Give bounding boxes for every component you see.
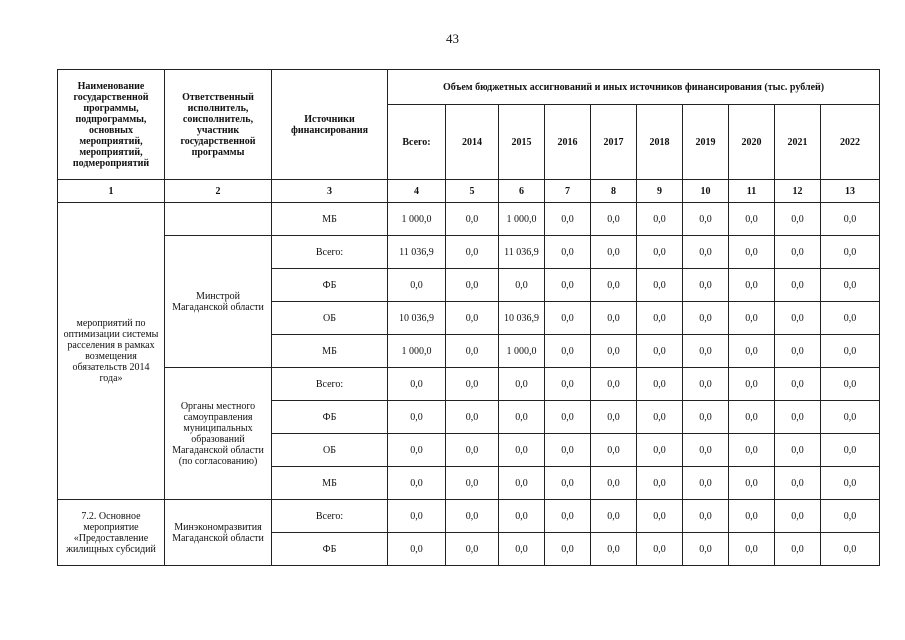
value-cell: 0,0 — [729, 401, 775, 434]
value-cell: 0,0 — [591, 434, 637, 467]
column-number: 11 — [729, 180, 775, 203]
value-cell: 0,0 — [821, 335, 880, 368]
value-cell: 0,0 — [775, 500, 821, 533]
value-cell: 0,0 — [388, 500, 446, 533]
value-cell: 0,0 — [683, 434, 729, 467]
source-cell: Всего: — [272, 368, 388, 401]
value-cell: 1 000,0 — [388, 203, 446, 236]
value-cell: 0,0 — [821, 401, 880, 434]
value-cell: 0,0 — [729, 335, 775, 368]
value-cell: 0,0 — [821, 500, 880, 533]
value-cell: 0,0 — [683, 335, 729, 368]
value-cell: 0,0 — [591, 335, 637, 368]
header-year: 2020 — [729, 105, 775, 180]
header-sources: Источники финансирования — [272, 70, 388, 180]
value-cell: 0,0 — [545, 302, 591, 335]
value-cell: 0,0 — [499, 434, 545, 467]
source-cell: ОБ — [272, 434, 388, 467]
value-cell: 0,0 — [729, 302, 775, 335]
value-cell: 0,0 — [821, 434, 880, 467]
value-cell: 0,0 — [775, 368, 821, 401]
column-number: 9 — [637, 180, 683, 203]
value-cell: 0,0 — [683, 467, 729, 500]
value-cell: 0,0 — [499, 467, 545, 500]
value-cell: 0,0 — [388, 434, 446, 467]
header-year: 2014 — [446, 105, 499, 180]
value-cell: 0,0 — [821, 368, 880, 401]
value-cell: 0,0 — [545, 368, 591, 401]
responsible-cell: Органы местного самоуправления муниципальных образований Магаданской области (по согласованию) — [165, 368, 272, 500]
value-cell: 10 036,9 — [499, 302, 545, 335]
source-cell: Всего: — [272, 500, 388, 533]
value-cell: 0,0 — [775, 335, 821, 368]
header-year: 2019 — [683, 105, 729, 180]
value-cell: 0,0 — [637, 335, 683, 368]
value-cell: 0,0 — [388, 368, 446, 401]
table-row — [58, 368, 880, 401]
value-cell: 0,0 — [591, 236, 637, 269]
value-cell: 0,0 — [637, 533, 683, 566]
responsible-cell: Минэкономразвития Магаданской области — [165, 500, 272, 566]
value-cell: 0,0 — [683, 236, 729, 269]
column-number: 8 — [591, 180, 637, 203]
value-cell: 0,0 — [729, 500, 775, 533]
value-cell: 0,0 — [545, 401, 591, 434]
value-cell: 0,0 — [729, 269, 775, 302]
value-cell: 0,0 — [499, 401, 545, 434]
value-cell: 0,0 — [775, 302, 821, 335]
column-number: 12 — [775, 180, 821, 203]
value-cell: 0,0 — [637, 368, 683, 401]
header-volume: Объем бюджетных ассигнований и иных источников финансирования (тыс. рублей) — [388, 70, 880, 105]
value-cell: 0,0 — [545, 203, 591, 236]
value-cell: 0,0 — [446, 500, 499, 533]
value-cell: 0,0 — [591, 467, 637, 500]
value-cell: 0,0 — [446, 467, 499, 500]
value-cell: 0,0 — [683, 533, 729, 566]
value-cell: 0,0 — [775, 467, 821, 500]
header-year: 2022 — [821, 105, 880, 180]
value-cell: 0,0 — [775, 401, 821, 434]
column-number: 10 — [683, 180, 729, 203]
value-cell: 0,0 — [446, 203, 499, 236]
header-total: Всего: — [388, 105, 446, 180]
value-cell: 1 000,0 — [499, 203, 545, 236]
program-name-cell: 7.2. Основное мероприятие «Предоставление жилищных субсидий — [58, 500, 165, 566]
value-cell: 0,0 — [499, 500, 545, 533]
value-cell: 0,0 — [683, 269, 729, 302]
value-cell: 0,0 — [637, 434, 683, 467]
value-cell: 0,0 — [499, 269, 545, 302]
value-cell: 0,0 — [775, 203, 821, 236]
value-cell: 0,0 — [446, 533, 499, 566]
value-cell: 0,0 — [591, 269, 637, 302]
value-cell: 0,0 — [775, 236, 821, 269]
value-cell: 0,0 — [591, 401, 637, 434]
header-year: 2018 — [637, 105, 683, 180]
value-cell: 0,0 — [591, 533, 637, 566]
header-responsible: Ответственный исполнитель, соисполнитель, участник государственной программы — [165, 70, 272, 180]
value-cell: 0,0 — [545, 335, 591, 368]
value-cell: 0,0 — [683, 368, 729, 401]
value-cell: 0,0 — [545, 500, 591, 533]
value-cell: 0,0 — [388, 269, 446, 302]
value-cell: 0,0 — [821, 467, 880, 500]
value-cell: 0,0 — [821, 269, 880, 302]
value-cell: 0,0 — [637, 467, 683, 500]
value-cell: 0,0 — [388, 533, 446, 566]
column-number: 1 — [58, 180, 165, 203]
value-cell: 0,0 — [729, 467, 775, 500]
value-cell: 0,0 — [729, 434, 775, 467]
value-cell: 0,0 — [821, 236, 880, 269]
value-cell: 0,0 — [683, 302, 729, 335]
header-name: Наименование государственной программы, подпрограммы, основных мероприятий, мероприятий, подмероприятий — [58, 70, 165, 180]
value-cell: 0,0 — [683, 500, 729, 533]
value-cell: 0,0 — [545, 533, 591, 566]
value-cell: 0,0 — [637, 401, 683, 434]
value-cell: 0,0 — [729, 236, 775, 269]
value-cell: 0,0 — [775, 533, 821, 566]
value-cell: 0,0 — [637, 269, 683, 302]
value-cell: 0,0 — [499, 368, 545, 401]
source-cell: ОБ — [272, 302, 388, 335]
source-cell: ФБ — [272, 269, 388, 302]
value-cell: 11 036,9 — [388, 236, 446, 269]
value-cell: 0,0 — [637, 302, 683, 335]
value-cell: 0,0 — [637, 203, 683, 236]
header-year: 2016 — [545, 105, 591, 180]
header-year: 2021 — [775, 105, 821, 180]
value-cell: 0,0 — [545, 434, 591, 467]
value-cell: 0,0 — [637, 236, 683, 269]
value-cell: 0,0 — [729, 203, 775, 236]
value-cell: 0,0 — [388, 401, 446, 434]
table-row — [58, 203, 880, 236]
header-year: 2017 — [591, 105, 637, 180]
source-cell: МБ — [272, 335, 388, 368]
table-row — [58, 236, 880, 269]
value-cell: 0,0 — [729, 533, 775, 566]
source-cell: Всего: — [272, 236, 388, 269]
column-number: 13 — [821, 180, 880, 203]
value-cell: 1 000,0 — [388, 335, 446, 368]
value-cell: 0,0 — [683, 203, 729, 236]
value-cell: 0,0 — [729, 368, 775, 401]
value-cell: 0,0 — [683, 401, 729, 434]
value-cell: 0,0 — [821, 203, 880, 236]
table-row — [58, 500, 880, 533]
column-number: 4 — [388, 180, 446, 203]
program-name-cell: мероприятий по оптимизации системы расселения в рамках возмещения обязательств 2014 года» — [58, 203, 165, 500]
value-cell: 11 036,9 — [499, 236, 545, 269]
header-year: 2015 — [499, 105, 545, 180]
column-number: 7 — [545, 180, 591, 203]
value-cell: 0,0 — [446, 434, 499, 467]
value-cell: 0,0 — [591, 203, 637, 236]
column-number: 3 — [272, 180, 388, 203]
source-cell: МБ — [272, 467, 388, 500]
value-cell: 0,0 — [821, 533, 880, 566]
source-cell: ФБ — [272, 533, 388, 566]
responsible-cell: Минстрой Магаданской области — [165, 236, 272, 368]
value-cell: 0,0 — [446, 302, 499, 335]
value-cell: 0,0 — [545, 269, 591, 302]
value-cell: 0,0 — [545, 467, 591, 500]
value-cell: 0,0 — [591, 368, 637, 401]
source-cell: МБ — [272, 203, 388, 236]
value-cell: 0,0 — [775, 269, 821, 302]
value-cell: 0,0 — [446, 335, 499, 368]
value-cell: 0,0 — [446, 236, 499, 269]
budget-table — [57, 69, 880, 566]
value-cell: 0,0 — [446, 401, 499, 434]
value-cell: 0,0 — [637, 500, 683, 533]
page-number: 43 — [446, 31, 459, 46]
responsible-cell — [165, 203, 272, 236]
value-cell: 0,0 — [775, 434, 821, 467]
value-cell: 0,0 — [499, 533, 545, 566]
value-cell: 1 000,0 — [499, 335, 545, 368]
value-cell: 0,0 — [591, 302, 637, 335]
value-cell: 0,0 — [388, 467, 446, 500]
value-cell: 0,0 — [446, 269, 499, 302]
source-cell: ФБ — [272, 401, 388, 434]
column-number: 6 — [499, 180, 545, 203]
column-number: 2 — [165, 180, 272, 203]
value-cell: 0,0 — [545, 236, 591, 269]
value-cell: 10 036,9 — [388, 302, 446, 335]
value-cell: 0,0 — [821, 302, 880, 335]
value-cell: 0,0 — [591, 500, 637, 533]
value-cell: 0,0 — [446, 368, 499, 401]
column-number: 5 — [446, 180, 499, 203]
